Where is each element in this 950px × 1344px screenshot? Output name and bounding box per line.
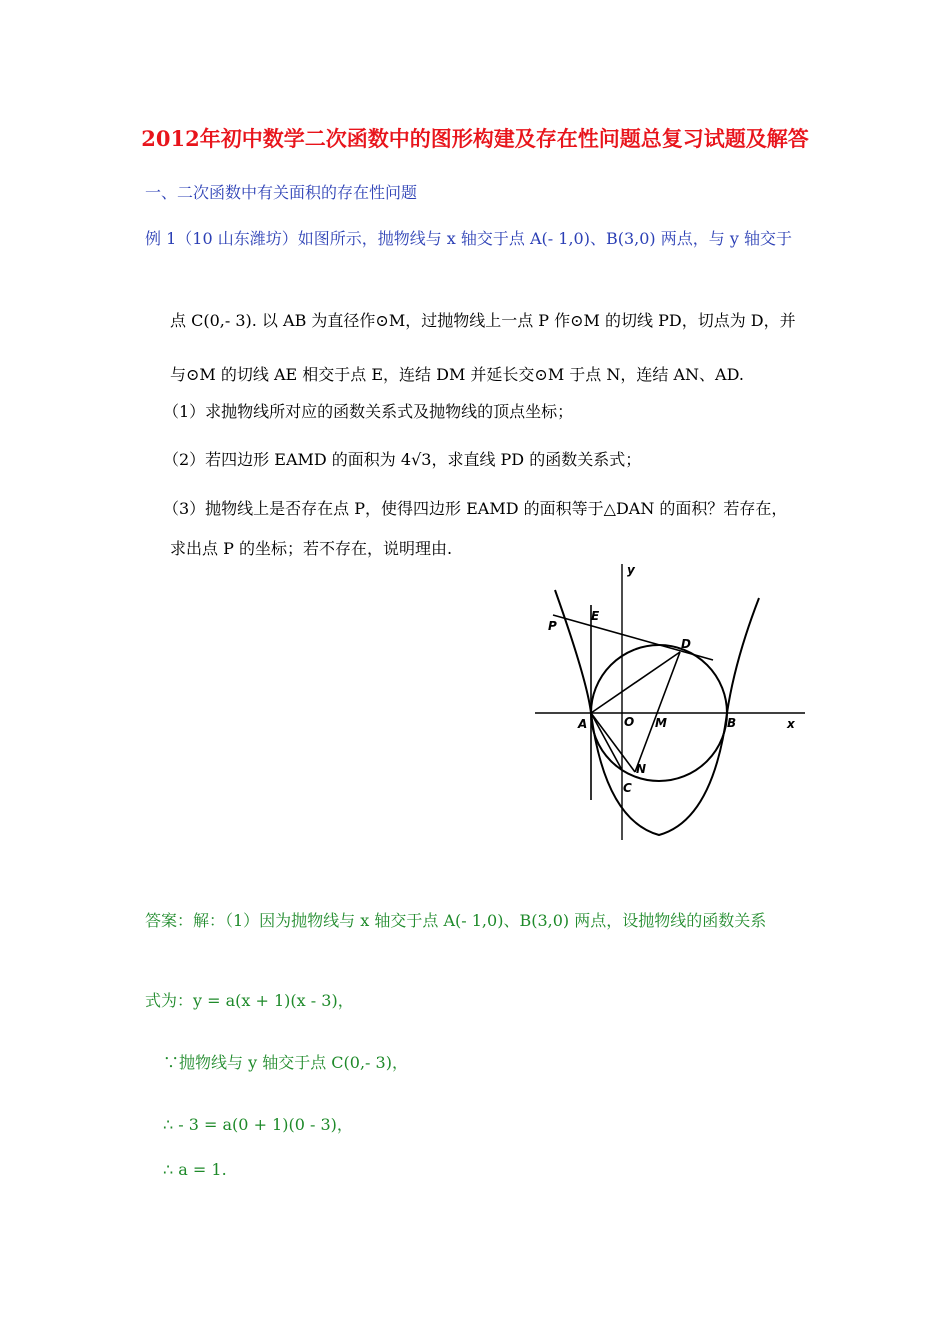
label-b: B <box>727 716 737 730</box>
question-2: （2）若四边形 EAMD 的面积为 4√3，求直线 PD 的函数关系式； <box>163 450 642 469</box>
answer-line-4: ∴ - 3 = a(0 + 1)(0 - 3)， <box>163 1115 353 1134</box>
question-3-line-1: （3）抛物线上是否存在点 P，使得四边形 EAMD 的面积等于△DAN 的面积？若存在， <box>163 499 788 518</box>
label-p: P <box>548 619 557 633</box>
label-c: C <box>623 781 632 795</box>
question-3-line-2: 求出点 P 的坐标；若不存在，说明理由. <box>170 539 453 558</box>
answer-line-1: 答案：解：（1）因为抛物线与 x 轴交于点 A(- 1,0)、B(3,0) 两点，设抛物线的函数关系 <box>145 911 767 930</box>
label-o: O <box>624 715 635 729</box>
label-n: N <box>636 762 647 776</box>
example-text-1: 例 1（10 山东潍坊）如图所示，抛物线与 x 轴交于点 A(- 1,0)、B(3,0) 两点，与 y 轴交于 <box>145 229 792 248</box>
answer-line-2: 式为：y = a(x + 1)(x - 3)， <box>145 991 354 1010</box>
example-line-3: 与⊙M 的切线 AE 相交于点 E，连结 DM 并延长交⊙M 于点 N，连结 AN、AD. <box>170 365 744 384</box>
example-line-2: 点 C(0,- 3). 以 AB 为直径作⊙M，过抛物线上一点 P 作⊙M 的切线 PD，切点为 D，并 <box>170 311 796 330</box>
label-a: A <box>578 717 588 731</box>
label-y: y <box>627 563 635 577</box>
answer-line-3: ∵抛物线与 y 轴交于点 C(0,- 3)， <box>163 1053 408 1072</box>
section-heading: 一、二次函数中有关面积的存在性问题 <box>145 183 418 202</box>
segment-dn <box>635 652 680 772</box>
label-d: D <box>681 637 691 651</box>
page-title: 2012年初中数学二次函数中的图形构建及存在性问题总复习试题及解答 <box>141 126 809 151</box>
label-x: x <box>787 717 795 731</box>
question-1: （1）求抛物线所对应的函数关系式及抛物线的顶点坐标； <box>163 402 574 421</box>
label-e: E <box>591 609 600 623</box>
label-m: M <box>655 716 667 730</box>
example-line-1 <box>145 226 792 249</box>
segment-ad <box>591 652 680 713</box>
answer-line-5: ∴ a = 1. <box>163 1160 227 1179</box>
parabola-circle-figure <box>535 560 815 840</box>
